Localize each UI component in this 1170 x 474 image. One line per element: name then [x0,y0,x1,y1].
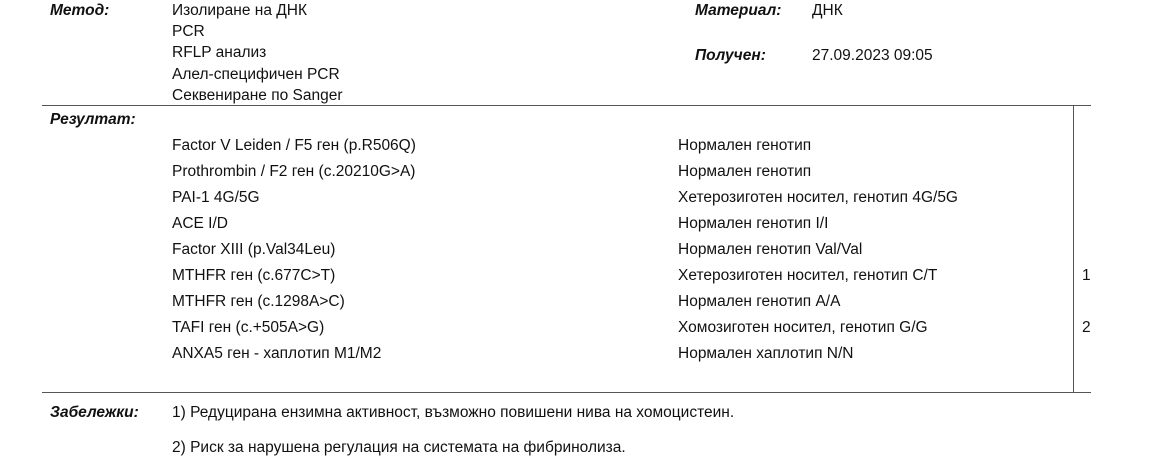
method-label: Метод: [50,2,110,19]
header-divider [42,105,1091,106]
footnote-ref: 1 [1082,267,1091,284]
table-row [0,318,1170,340]
test-name: PAI-1 4G/5G [172,189,260,206]
test-result: Нормален генотип [678,163,812,180]
test-result: Нормален генотип Val/Val [678,241,863,258]
table-row [0,240,1170,262]
footnote-ref: 2 [1082,319,1091,336]
test-name: ANXA5 ген - хаплотип M1/M2 [172,345,382,362]
test-name: ACE I/D [172,215,228,232]
table-row [0,188,1170,210]
test-result: Нормален генотип A/A [678,293,841,310]
test-result: Нормален хаплотип N/N [678,345,854,362]
method-item: Алел-специфичен PCR [172,66,340,83]
table-row [0,266,1170,288]
table-row [0,136,1170,158]
test-result: Нормален генотип I/I [678,215,829,232]
table-row [0,344,1170,366]
method-item: PCR [172,23,205,40]
results-divider [42,392,1091,393]
method-item: Секвениране по Sanger [172,87,343,104]
remark-item: 1) Редуцирана ензимна активност, възможно повишени нива на хомоцистеин. [172,404,735,421]
test-result: Хетерозиготен носител, генотип 4G/5G [678,189,958,206]
test-result: Хетерозиготен носител, генотип C/T [678,267,938,284]
remarks-label: Забележки: [50,404,139,421]
remark-item: 2) Риск за нарушена регулация на системата на фибринолиза. [172,439,626,456]
received-value: 27.09.2023 09:05 [812,47,933,64]
table-row [0,214,1170,236]
test-name: Factor V Leiden / F5 ген (p.R506Q) [172,137,416,154]
test-result: Хомозиготен носител, генотип G/G [678,319,928,336]
test-name: Prothrombin / F2 ген (c.20210G>A) [172,163,416,180]
results-label: Резултат: [50,111,136,128]
material-value: ДНК [812,2,843,19]
table-row [0,292,1170,314]
received-label: Получен: [695,47,766,64]
test-name: MTHFR ген (c.1298A>C) [172,293,345,310]
material-label: Материал: [695,2,782,19]
table-row [0,162,1170,184]
test-name: Factor XIII (p.Val34Leu) [172,241,336,258]
test-name: MTHFR ген (c.677C>T) [172,267,336,284]
method-item: RFLP анализ [172,44,267,61]
test-result: Нормален генотип [678,137,812,154]
method-item: Изолиране на ДНК [172,2,307,19]
test-name: TAFI ген (c.+505A>G) [172,319,325,336]
